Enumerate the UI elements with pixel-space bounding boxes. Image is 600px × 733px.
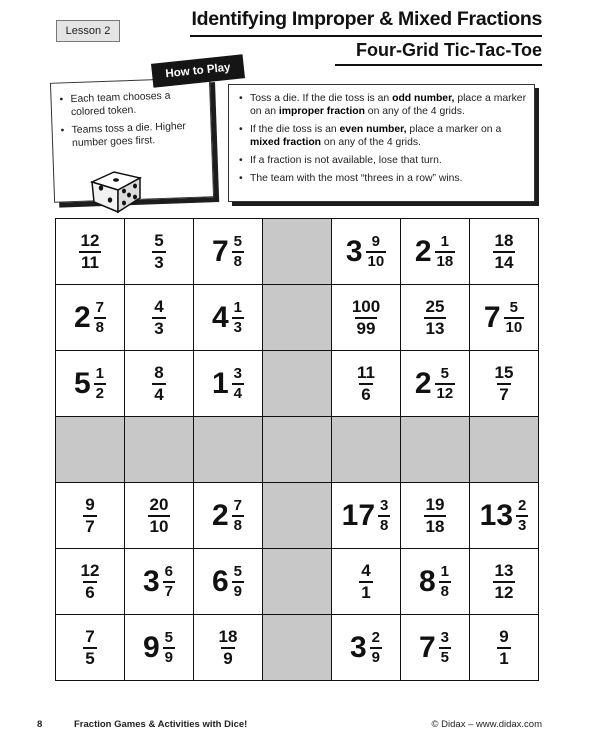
grid-cell[interactable] [56, 549, 125, 615]
denominator: 8 [233, 252, 243, 270]
whole-number: 6 [211, 564, 229, 598]
grid-cell[interactable] [401, 483, 470, 549]
grid-cell[interactable] [332, 483, 401, 549]
denominator: 9 [371, 648, 381, 666]
mixed-number [350, 630, 382, 666]
fraction [493, 364, 516, 404]
numerator: 5 [164, 628, 174, 646]
grid-cell[interactable] [56, 483, 125, 549]
whole-number: 2 [414, 234, 432, 268]
whole-number: 4 [211, 300, 229, 334]
grid-divider-cell [263, 351, 332, 417]
grid-divider-cell [263, 483, 332, 549]
mixed-number [212, 564, 244, 600]
fraction [152, 364, 165, 404]
page-number: 8 [37, 719, 43, 730]
denominator: 8 [95, 318, 105, 336]
grid-cell[interactable] [332, 351, 401, 417]
fraction [497, 628, 510, 668]
fraction [435, 234, 456, 270]
denominator: 14 [494, 252, 514, 272]
numerator: 9 [371, 232, 381, 250]
mixed-number [143, 564, 175, 600]
grid-row [56, 483, 539, 549]
mixed-number [415, 234, 455, 270]
grid-cell[interactable] [401, 219, 470, 285]
lesson-badge: Lesson 2 [56, 20, 120, 42]
mixed-number [480, 498, 529, 534]
numerator: 1 [233, 298, 243, 316]
numerator: 13 [494, 560, 514, 580]
numerator: 9 [499, 626, 509, 646]
grid-row [56, 351, 539, 417]
numerator: 5 [233, 562, 243, 580]
fraction [439, 564, 451, 600]
grid-cell[interactable] [125, 549, 194, 615]
copyright: © Didax – www.didax.com [431, 719, 542, 730]
fraction [79, 562, 102, 602]
rules-list [239, 92, 529, 190]
denominator: 1 [361, 582, 371, 602]
fraction [79, 232, 102, 272]
mixed-number [342, 498, 391, 534]
grid-cell[interactable] [56, 351, 125, 417]
numerator: 2 [371, 628, 381, 646]
grid-cell[interactable] [125, 285, 194, 351]
fraction [424, 298, 447, 338]
fraction [148, 496, 171, 536]
grid-row [56, 615, 539, 681]
rule-text: mixed fraction [250, 137, 322, 148]
fraction [359, 562, 372, 602]
numerator: 100 [351, 296, 381, 316]
numerator: 3 [440, 628, 450, 646]
denominator: 3 [233, 318, 243, 336]
fraction [439, 630, 451, 666]
grid-cell[interactable] [194, 219, 263, 285]
denominator: 6 [85, 582, 95, 602]
numerator: 18 [218, 626, 238, 646]
denominator: 8 [440, 582, 450, 600]
grid-cell[interactable] [125, 615, 194, 681]
grid-divider-cell [56, 417, 125, 483]
numerator: 15 [494, 362, 514, 382]
subtitle-underline [335, 64, 542, 66]
numerator: 18 [494, 230, 514, 250]
fraction [493, 232, 516, 272]
rule-item [239, 92, 529, 118]
tic-tac-toe-grid [55, 218, 539, 681]
denominator: 9 [223, 648, 233, 668]
grid-divider-cell [332, 417, 401, 483]
whole-number: 7 [418, 630, 436, 664]
mixed-number [212, 300, 244, 336]
denominator: 9 [233, 582, 243, 600]
denominator: 10 [367, 252, 385, 270]
denominator: 3 [154, 318, 164, 338]
denominator: 12 [436, 384, 454, 402]
grid-cell[interactable] [56, 219, 125, 285]
denominator: 99 [356, 318, 376, 338]
whole-number: 5 [73, 366, 91, 400]
denominator: 13 [425, 318, 445, 338]
numerator: 7 [95, 298, 105, 316]
rule-text: place a marker on a [406, 124, 502, 135]
numerator: 5 [154, 230, 164, 250]
whole-number: 17 [341, 498, 376, 532]
denominator: 10 [505, 318, 523, 336]
grid-cell[interactable] [401, 351, 470, 417]
numerator: 1 [440, 562, 450, 580]
grid-cell[interactable] [194, 483, 263, 549]
fraction [232, 300, 244, 336]
denominator: 9 [164, 648, 174, 666]
grid-cell[interactable] [125, 351, 194, 417]
whole-number: 1 [211, 366, 229, 400]
grid-cell[interactable] [470, 351, 539, 417]
grid-cell[interactable] [332, 615, 401, 681]
mixed-number [419, 564, 451, 600]
denominator: 10 [149, 516, 169, 536]
fraction [94, 366, 106, 402]
numerator: 20 [149, 494, 169, 514]
fraction [152, 232, 165, 272]
rule-text: If a fraction is not available, lose that turn. [250, 155, 442, 166]
fraction [232, 498, 244, 534]
setup-item: • Teams toss a die. Higher number goes first. [60, 119, 206, 150]
how-to-play-tab: How to Play [151, 54, 245, 87]
grid-cell[interactable] [470, 483, 539, 549]
whole-number: 7 [483, 300, 501, 334]
denominator: 7 [164, 582, 174, 600]
mixed-number [212, 498, 244, 534]
rule-item [239, 172, 529, 185]
whole-number: 3 [349, 630, 367, 664]
denominator: 8 [233, 516, 243, 534]
grid-row [56, 417, 539, 483]
denominator: 12 [494, 582, 514, 602]
mixed-number [419, 630, 451, 666]
numerator: 7 [85, 626, 95, 646]
denominator: 5 [440, 648, 450, 666]
fraction [516, 498, 528, 534]
grid-cell[interactable] [194, 615, 263, 681]
fraction [152, 298, 165, 338]
numerator: 5 [440, 364, 450, 382]
setup-item: • Each team chooses a colored token. [59, 88, 205, 119]
denominator: 3 [518, 516, 527, 534]
numerator: 3 [233, 364, 243, 382]
whole-number: 9 [142, 630, 160, 664]
numerator: 19 [425, 494, 445, 514]
grid-cell[interactable] [401, 615, 470, 681]
grid-cell[interactable] [332, 549, 401, 615]
mixed-number [143, 630, 175, 666]
fraction [370, 630, 382, 666]
numerator: 3 [380, 496, 389, 514]
numerator: 1 [440, 232, 450, 250]
grid-row [56, 285, 539, 351]
denominator: 2 [95, 384, 105, 402]
mixed-number [74, 300, 106, 336]
fraction [504, 300, 525, 336]
denominator: 7 [85, 516, 95, 536]
grid-divider-cell [263, 615, 332, 681]
rule-text: on any of the 4 grids. [321, 137, 421, 148]
grid-divider-cell [125, 417, 194, 483]
grid-divider-cell [263, 417, 332, 483]
grid-cell[interactable] [332, 285, 401, 351]
fraction [355, 364, 377, 404]
rule-item [239, 154, 529, 167]
mixed-number [484, 300, 524, 336]
denominator: 4 [233, 384, 243, 402]
numerator: 4 [361, 560, 371, 580]
grid-cell[interactable] [470, 549, 539, 615]
denominator: 6 [361, 384, 371, 404]
grid-cell[interactable] [470, 615, 539, 681]
numerator: 11 [357, 362, 375, 382]
grid-cell[interactable] [125, 483, 194, 549]
grid-cell[interactable] [401, 285, 470, 351]
whole-number: 2 [211, 498, 229, 532]
numerator: 5 [509, 298, 519, 316]
page-subtitle: Four-Grid Tic-Tac-Toe [355, 40, 542, 60]
rule-text: improper fraction [278, 106, 365, 117]
book-title: Fraction Games & Activities with Dice! [74, 719, 248, 730]
numerator: 5 [233, 232, 243, 250]
whole-number: 7 [211, 234, 229, 268]
grid-divider-cell [470, 417, 539, 483]
numerator: 4 [154, 296, 164, 316]
fraction [83, 628, 96, 668]
denominator: 18 [425, 516, 445, 536]
numerator: 2 [518, 496, 527, 514]
grid-row [56, 549, 539, 615]
grid-divider-cell [263, 219, 332, 285]
rule-text: even number, [339, 124, 407, 135]
fraction [94, 300, 106, 336]
rule-text: Toss a die. If the die toss is an [250, 93, 393, 104]
mixed-number [74, 366, 106, 402]
fraction [435, 366, 456, 402]
fraction [366, 234, 387, 270]
fraction [163, 630, 175, 666]
grid-cell[interactable] [56, 285, 125, 351]
numerator: 9 [85, 494, 95, 514]
denominator: 1 [499, 648, 509, 668]
fraction [83, 496, 96, 536]
whole-number: 13 [479, 498, 514, 532]
page-title: Identifying Improper & Mixed Fractions [191, 8, 542, 30]
denominator: 8 [380, 516, 389, 534]
grid-divider-cell [263, 549, 332, 615]
rule-text: place a marker on an [250, 93, 527, 117]
grid-divider-cell [263, 285, 332, 351]
setup-list [59, 88, 206, 155]
numerator: 25 [425, 296, 445, 316]
grid-divider-cell [194, 417, 263, 483]
whole-number: 2 [73, 300, 91, 334]
rule-text: The team with the most “threes in a row” wins. [250, 173, 463, 184]
fraction [217, 628, 240, 668]
whole-number: 3 [142, 564, 160, 598]
rule-text: odd number, [392, 93, 455, 104]
denominator: 3 [154, 252, 164, 272]
mixed-number [346, 234, 386, 270]
die-icon [88, 164, 144, 214]
fraction [378, 498, 390, 534]
rule-text: If the die toss is an [250, 124, 340, 135]
numerator: 6 [164, 562, 174, 580]
fraction [232, 234, 244, 270]
grid-cell[interactable] [401, 549, 470, 615]
numerator: 12 [80, 230, 100, 250]
fraction [424, 496, 447, 536]
denominator: 18 [436, 252, 454, 270]
grid-cell[interactable] [332, 219, 401, 285]
grid-cell[interactable] [194, 285, 263, 351]
whole-number: 2 [414, 366, 432, 400]
grid-cell[interactable] [125, 219, 194, 285]
whole-number: 3 [345, 234, 363, 268]
numerator: 8 [154, 362, 164, 382]
denominator: 5 [85, 648, 95, 668]
mixed-number [212, 366, 244, 402]
grid-cell[interactable] [194, 549, 263, 615]
mixed-number [415, 366, 455, 402]
title-underline [190, 35, 542, 37]
grid-row [56, 219, 539, 285]
fraction [350, 298, 382, 338]
fraction [493, 562, 516, 602]
denominator: 11 [81, 252, 99, 272]
rules-box [228, 84, 535, 202]
denominator: 4 [154, 384, 164, 404]
grid-divider-cell [401, 417, 470, 483]
grid-cell[interactable] [470, 285, 539, 351]
fraction [163, 564, 175, 600]
rule-text: on any of the 4 grids. [364, 106, 465, 117]
grid-cell[interactable] [194, 351, 263, 417]
numerator: 7 [233, 496, 243, 514]
rule-item [239, 123, 529, 149]
denominator: 7 [499, 384, 509, 404]
numerator: 1 [95, 364, 105, 382]
numerator: 12 [80, 560, 100, 580]
fraction [232, 366, 244, 402]
fraction [232, 564, 244, 600]
grid-cell[interactable] [56, 615, 125, 681]
grid-cell[interactable] [470, 219, 539, 285]
whole-number: 8 [418, 564, 436, 598]
mixed-number [212, 234, 244, 270]
